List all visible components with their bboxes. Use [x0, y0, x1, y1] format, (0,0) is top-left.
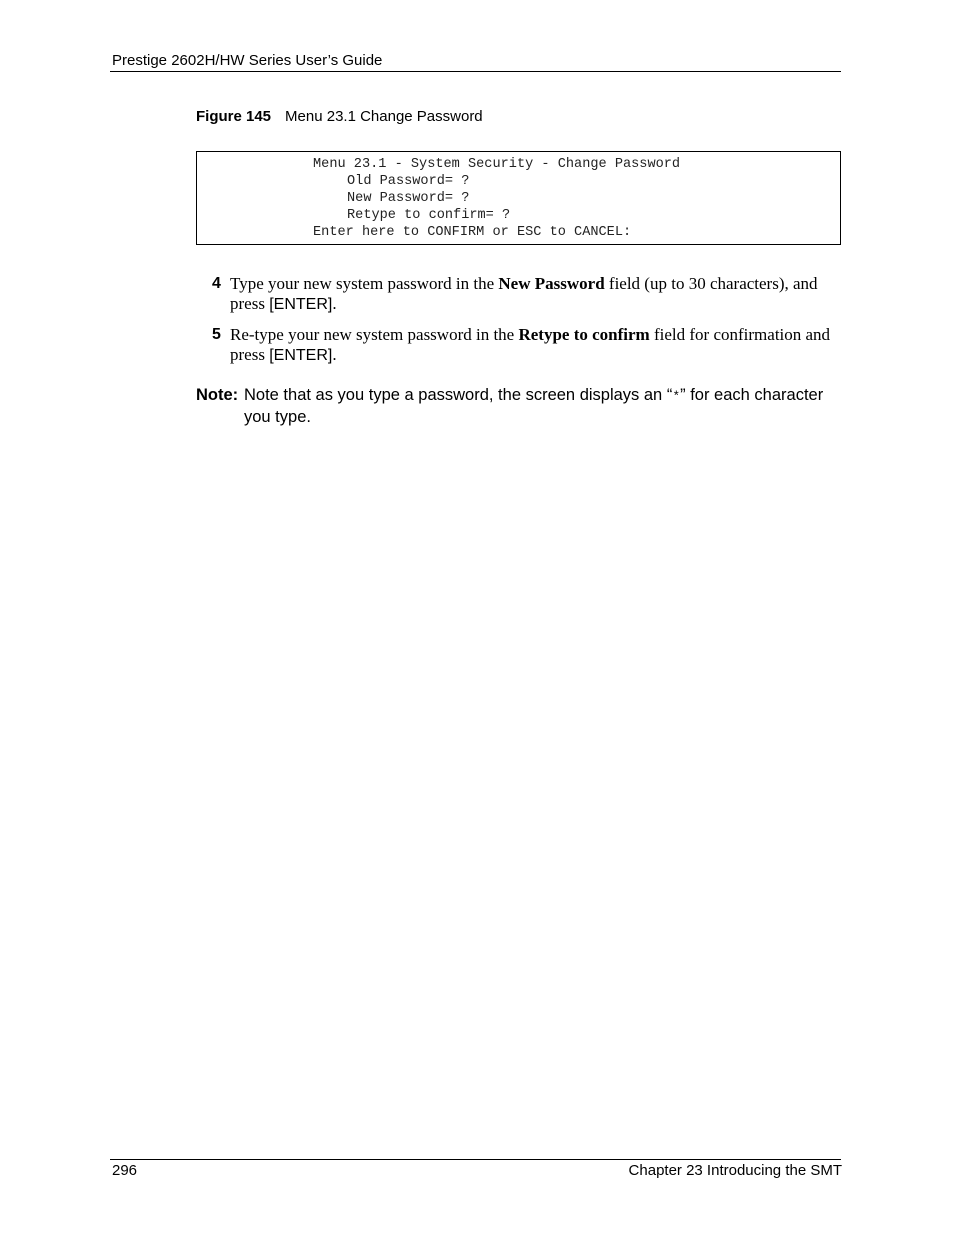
page-number: 296 [112, 1162, 138, 1179]
terminal-new-password-field: New Password= ? [347, 191, 470, 206]
step-field-name: New Password [498, 274, 605, 293]
step-text: field for confirmation and press [230, 325, 831, 364]
header-rule [110, 71, 841, 72]
step-number: 4 [212, 275, 221, 292]
note-text [196, 385, 846, 427]
running-header: Prestige 2602H/HW Series User’s Guide [112, 52, 383, 69]
step-text: Type your new system password in the [230, 274, 499, 293]
note-text-start: Note that as you type a password, the screen displays an “ [244, 386, 673, 404]
chapter-title: Chapter 23 Introducing the SMT [628, 1162, 842, 1179]
note-text-end: ” for each character you type. [244, 386, 824, 426]
note-label: Note: [196, 386, 239, 404]
terminal-menu-title: Menu 23.1 - System Security - Change Password [313, 157, 681, 172]
terminal-screen-figure [196, 151, 841, 245]
terminal-old-password-field: Old Password= ? [347, 174, 470, 189]
step-text: field (up to 30 characters), and press [230, 274, 818, 313]
figure-title: Menu 23.1 Change Password [285, 108, 483, 125]
step-key-name: [ENTER] [269, 347, 333, 364]
terminal-confirm-prompt: Enter here to CONFIRM or ESC to CANCEL: [313, 225, 632, 240]
step-number: 5 [212, 326, 221, 343]
footer-rule [110, 1159, 841, 1160]
figure-caption [196, 108, 483, 126]
step-text-end: . [332, 345, 337, 364]
step-text: Re-type your new system password in the [230, 325, 519, 344]
step-text-end: . [332, 294, 337, 313]
terminal-retype-confirm-field: Retype to confirm= ? [347, 208, 511, 223]
figure-number: Figure 145 [196, 108, 272, 125]
note-block [196, 385, 846, 427]
step-key-name: [ENTER] [269, 296, 333, 313]
asterisk-symbol: * [672, 389, 681, 404]
step-field-name: Retype to confirm [518, 325, 650, 344]
step-item [212, 325, 842, 366]
procedure-steps [212, 274, 842, 376]
step-item [212, 274, 842, 315]
